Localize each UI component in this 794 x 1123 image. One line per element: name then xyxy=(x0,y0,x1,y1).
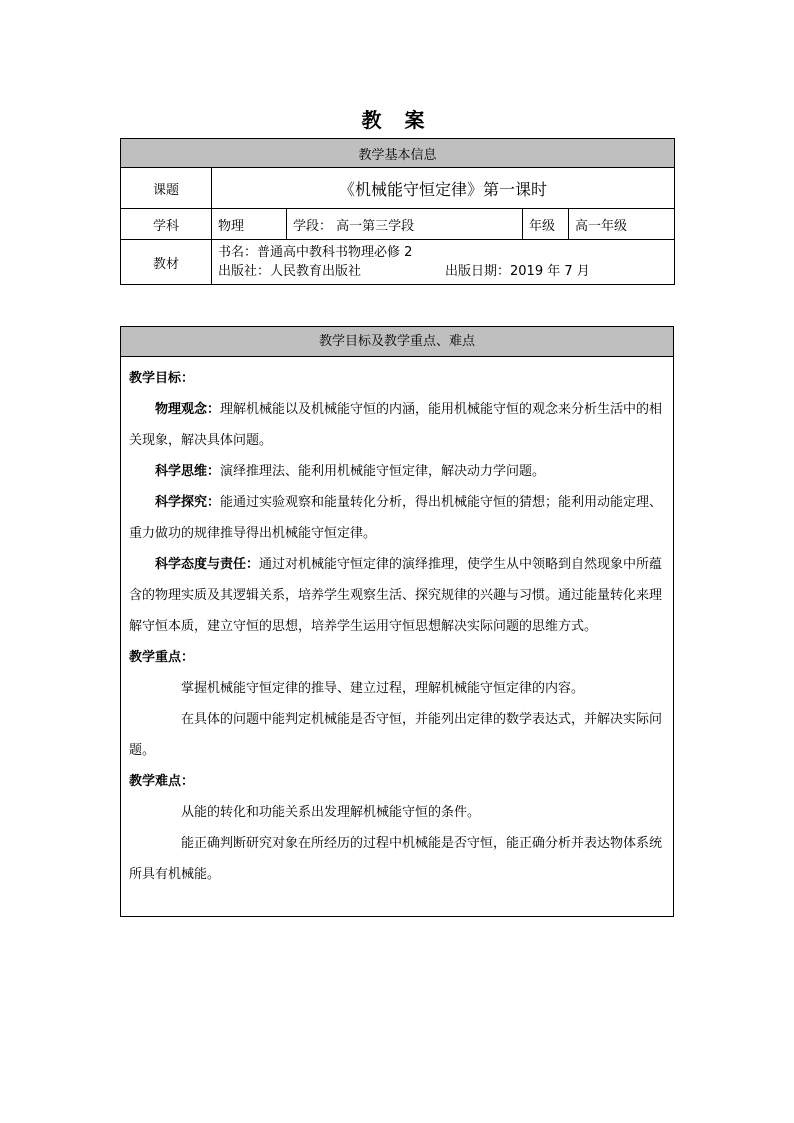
subject-value: 物理 xyxy=(212,209,287,240)
topic-value: 《机械能守恒定律》第一课时 xyxy=(212,168,675,209)
objective-label: 科学探究： xyxy=(155,495,221,510)
key-point-item: 掌握机械能守恒定律的推导、建立过程，理解机械能守恒定律的内容。 xyxy=(181,681,585,696)
subject-label: 学科 xyxy=(121,209,212,240)
textbook-details xyxy=(212,240,675,285)
objective-attitude-responsibility xyxy=(129,549,665,642)
objective-physics-concept xyxy=(129,394,665,456)
objective-scientific-thinking xyxy=(129,456,665,487)
objective-scientific-inquiry xyxy=(129,487,665,549)
grade-value: 高一年级 xyxy=(569,209,675,240)
publisher: 出版社：人民教育出版社 xyxy=(218,264,362,279)
difficult-point-item: 能正确判断研究对象在所经历的过程中机械能是否守恒，能正确分析并表达物体系统所具有机械能。 xyxy=(129,836,663,882)
objective-text: 通过对机械能守恒定律的演绎推理，使学生从中领略到自然现象中所蕴含的物理实质及其逻辑关系，培养学生观察生活、探究规律的兴趣与习惯。通过能量转化来理解守恒本质，建立守恒的思想，培养学生运用守恒思想解决实际问题的思维方式。 xyxy=(129,557,663,634)
objective-label: 科学思维： xyxy=(155,464,221,479)
difficult-points-title: 教学难点： xyxy=(129,774,195,789)
objective-text: 理解机械能以及机械能守恒的内涵，能用机械能守恒的观念来分析生活中的相关现象，解决具体问题。 xyxy=(129,402,663,448)
goals-header: 教学目标及教学重点、难点 xyxy=(121,327,673,357)
topic-label: 课题 xyxy=(121,168,212,209)
document-title: 教 案 xyxy=(361,108,433,132)
teaching-goals-box xyxy=(120,326,674,917)
textbook-label: 教材 xyxy=(121,240,212,285)
objectives-title: 教学目标： xyxy=(129,371,195,386)
basic-info-header: 教学基本信息 xyxy=(121,139,675,168)
objective-label: 物理观念： xyxy=(155,402,221,417)
stage-text: 学段： 高一第三学段 xyxy=(287,209,523,240)
difficult-point-item: 从能的转化和功能关系出发理解机械能守恒的条件。 xyxy=(181,805,481,820)
grade-label: 年级 xyxy=(523,209,569,240)
key-points-title: 教学重点： xyxy=(129,650,195,665)
basic-info-table xyxy=(120,138,675,285)
goals-body xyxy=(121,357,673,890)
objective-text: 演绎推理法、能利用机械能守恒定律，解决动力学问题。 xyxy=(220,464,546,479)
objective-label: 科学态度与责任： xyxy=(155,557,260,572)
key-point-item: 在具体的问题中能判定机械能是否守恒，并能列出定律的数学表达式，并解决实际问题。 xyxy=(129,712,663,758)
publish-date: 出版日期：2019 年 7 月 xyxy=(445,264,590,279)
book-name: 书名：普通高中教科书物理必修 2 xyxy=(218,245,413,260)
publisher-line xyxy=(218,262,668,281)
objective-text: 能通过实验观察和能量转化分析，得出机械能守恒的猜想；能利用动能定理、重力做功的规律推导得出机械能守恒定律。 xyxy=(129,495,663,541)
